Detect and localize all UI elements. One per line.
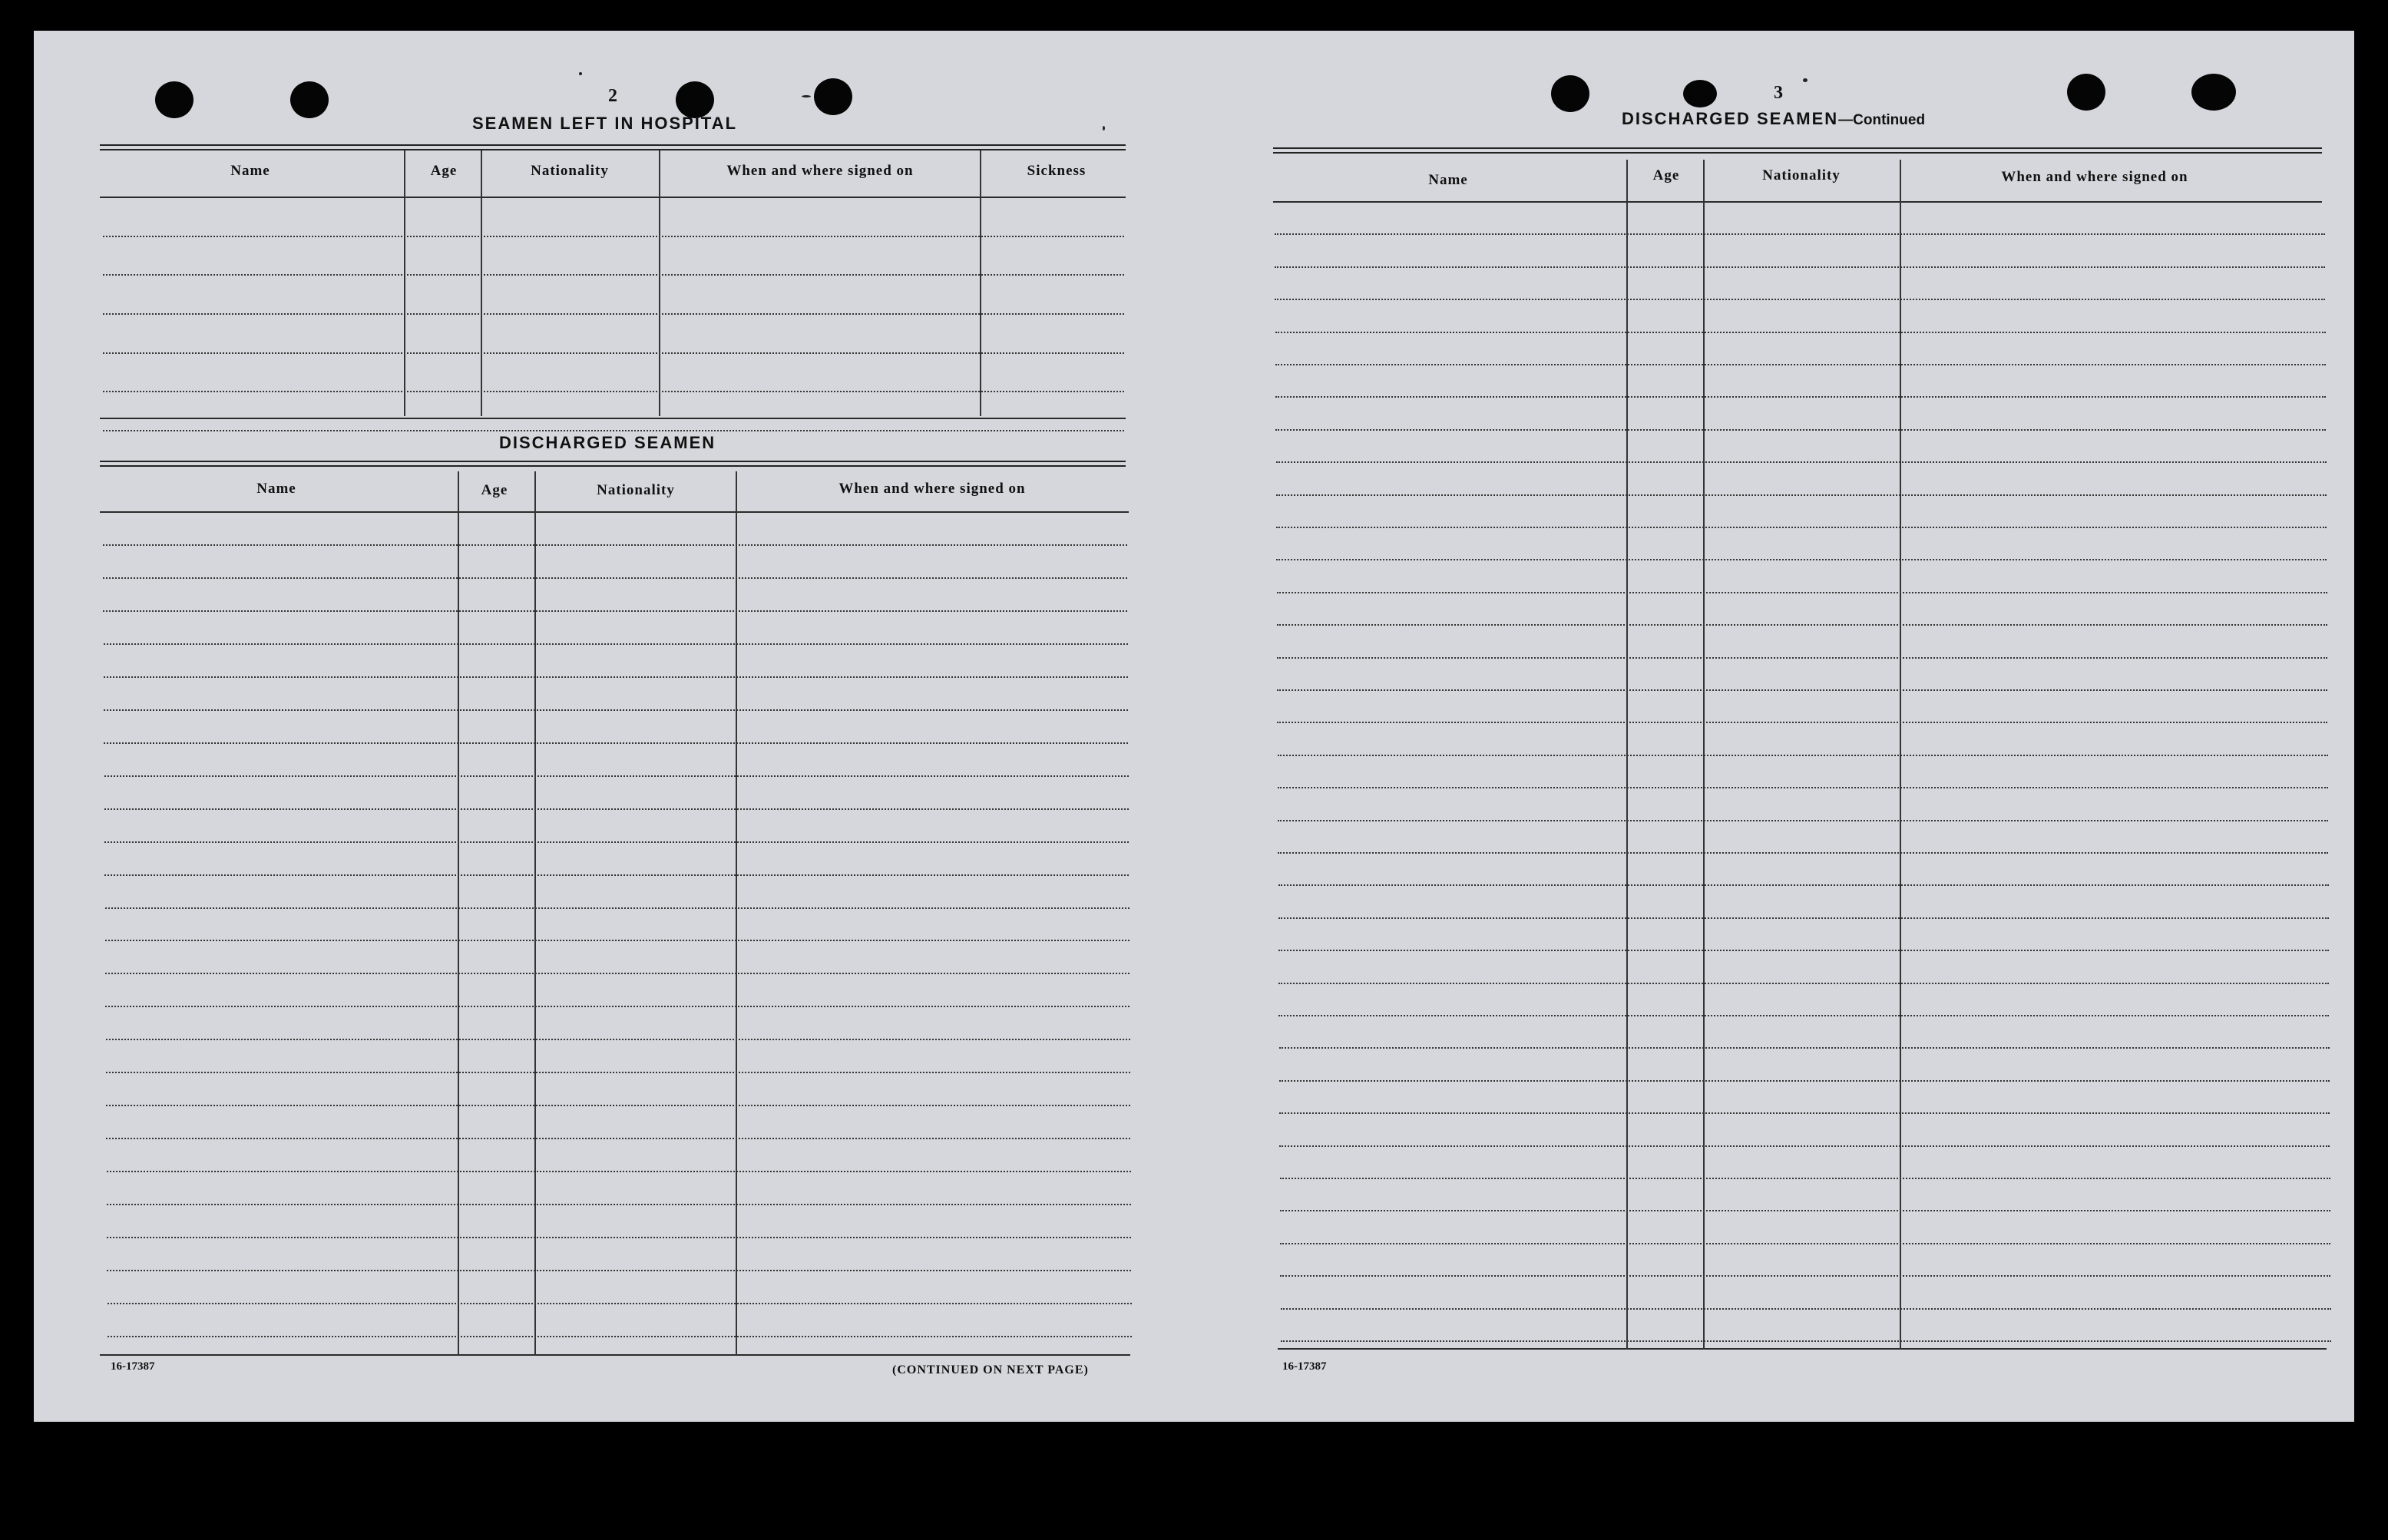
speck bbox=[579, 72, 582, 75]
table-row bbox=[1281, 1340, 2331, 1342]
table-row bbox=[1275, 299, 2325, 300]
table-row bbox=[1276, 527, 2327, 528]
right-form-number: 16-17387 bbox=[1282, 1360, 1327, 1373]
continued-col-nationality: Nationality bbox=[1762, 167, 1841, 183]
table-row bbox=[104, 709, 1128, 711]
punch-hole bbox=[155, 81, 193, 118]
hospital-top-rule bbox=[100, 144, 1126, 150]
table-row bbox=[1279, 1112, 2330, 1114]
punch-hole bbox=[290, 81, 329, 118]
left-form-number: 16-17387 bbox=[111, 1360, 155, 1373]
table-row bbox=[104, 841, 1129, 843]
hospital-col-age: Age bbox=[430, 163, 458, 179]
punch-hole bbox=[1551, 75, 1589, 112]
table-row bbox=[1281, 1308, 2331, 1310]
punch-hole bbox=[2191, 74, 2236, 111]
table-row bbox=[1280, 1243, 2330, 1244]
table-row bbox=[1277, 689, 2327, 691]
punch-hole bbox=[814, 78, 852, 115]
hospital-col-divider bbox=[980, 150, 981, 416]
table-row bbox=[104, 742, 1128, 744]
hospital-header-rule bbox=[100, 197, 1126, 198]
table-row bbox=[103, 236, 1124, 237]
table-row bbox=[1276, 494, 2327, 496]
table-row bbox=[1276, 559, 2327, 560]
table-row bbox=[105, 973, 1130, 974]
table-row bbox=[1275, 233, 2325, 235]
table-row bbox=[107, 1237, 1131, 1238]
table-row bbox=[1278, 917, 2329, 919]
table-row bbox=[1278, 1015, 2329, 1016]
table-row bbox=[105, 940, 1130, 941]
table-row bbox=[1277, 624, 2327, 626]
table-row bbox=[107, 1204, 1131, 1205]
table-row bbox=[106, 1105, 1130, 1106]
table-row bbox=[103, 391, 1124, 392]
discharged-col-age: Age bbox=[481, 482, 508, 498]
discharged-continued-title-main: DISCHARGED SEAMEN bbox=[1622, 109, 1839, 128]
table-row bbox=[1276, 461, 2327, 463]
register-sheet bbox=[34, 31, 2354, 1422]
table-row bbox=[1278, 820, 2328, 821]
table-row bbox=[105, 907, 1130, 909]
table-row bbox=[1280, 1210, 2330, 1211]
continued-suffix: —Continued bbox=[1838, 112, 1926, 128]
hospital-col-name: Name bbox=[230, 163, 270, 179]
table-row bbox=[1278, 983, 2329, 984]
left-page-number: 2 bbox=[608, 86, 617, 106]
table-row bbox=[1279, 1145, 2330, 1147]
speck bbox=[1103, 126, 1105, 131]
table-row bbox=[103, 544, 1127, 546]
table-row bbox=[106, 1138, 1130, 1139]
table-row bbox=[104, 874, 1129, 876]
table-row bbox=[106, 1072, 1130, 1073]
table-row bbox=[103, 577, 1127, 579]
table-row bbox=[104, 775, 1129, 777]
table-row bbox=[1279, 1047, 2330, 1049]
table-row bbox=[1280, 1275, 2330, 1277]
right-page-number: 3 bbox=[1774, 83, 1783, 103]
table-row bbox=[105, 1006, 1130, 1007]
discharged-col-name: Name bbox=[256, 481, 296, 497]
discharged-col-divider bbox=[458, 471, 459, 1356]
table-row bbox=[1275, 332, 2326, 333]
table-row bbox=[1278, 884, 2329, 886]
table-row bbox=[104, 676, 1128, 678]
continued-note: (CONTINUED ON NEXT PAGE) bbox=[892, 1363, 1089, 1376]
discharged-top-rule bbox=[100, 461, 1126, 467]
continued-bottom-rule bbox=[1278, 1348, 2327, 1350]
speck bbox=[802, 95, 811, 97]
table-row bbox=[103, 610, 1127, 612]
table-row bbox=[107, 1270, 1131, 1271]
table-row bbox=[1278, 950, 2329, 951]
table-row bbox=[107, 1303, 1132, 1304]
table-row bbox=[1275, 396, 2326, 398]
table-row bbox=[106, 1039, 1130, 1040]
table-row bbox=[1275, 266, 2325, 268]
table-row bbox=[103, 313, 1124, 315]
table-row bbox=[1280, 1178, 2330, 1179]
hospital-col-divider bbox=[481, 150, 482, 416]
punch-hole bbox=[676, 81, 714, 118]
table-row bbox=[1278, 787, 2328, 788]
table-row bbox=[103, 430, 1124, 431]
hospital-col-signed-on: When and where signed on bbox=[726, 163, 914, 179]
table-row bbox=[103, 274, 1124, 276]
discharged-col-divider bbox=[534, 471, 536, 1356]
table-row bbox=[1278, 852, 2328, 854]
hospital-col-nationality: Nationality bbox=[531, 163, 609, 179]
table-row bbox=[1275, 364, 2326, 365]
continued-col-age: Age bbox=[1652, 167, 1680, 183]
table-row bbox=[1278, 755, 2328, 756]
discharged-col-divider bbox=[736, 471, 737, 1356]
continued-col-name: Name bbox=[1428, 172, 1468, 188]
hospital-col-divider bbox=[659, 150, 660, 416]
hospital-section-title: SEAMEN LEFT IN HOSPITAL bbox=[472, 114, 738, 133]
table-row bbox=[1277, 657, 2327, 659]
table-row bbox=[104, 643, 1128, 645]
speck bbox=[1803, 78, 1808, 82]
table-row bbox=[1277, 722, 2327, 723]
discharged-continued-title bbox=[1622, 109, 1925, 129]
table-row bbox=[1279, 1080, 2330, 1082]
table-row bbox=[107, 1336, 1132, 1337]
punch-hole bbox=[2067, 74, 2105, 111]
discharged-section-title: DISCHARGED SEAMEN bbox=[499, 433, 716, 452]
discharged-col-nationality: Nationality bbox=[597, 482, 675, 498]
discharged-col-signed-on: When and where signed on bbox=[838, 481, 1026, 497]
hospital-col-sickness: Sickness bbox=[1027, 163, 1087, 179]
continued-header-rule bbox=[1273, 201, 2322, 203]
discharged-header-rule bbox=[100, 511, 1129, 513]
discharged-bottom-rule bbox=[100, 1354, 1130, 1356]
table-row bbox=[104, 808, 1129, 810]
continued-col-signed-on: When and where signed on bbox=[2001, 169, 2188, 185]
table-row bbox=[103, 352, 1124, 354]
table-row bbox=[1275, 429, 2326, 431]
table-row bbox=[1277, 592, 2327, 593]
table-row bbox=[107, 1171, 1131, 1172]
hospital-bottom-rule bbox=[100, 418, 1126, 419]
continued-top-rule bbox=[1273, 147, 2322, 154]
hospital-col-divider bbox=[404, 150, 405, 416]
punch-hole bbox=[1683, 80, 1717, 107]
